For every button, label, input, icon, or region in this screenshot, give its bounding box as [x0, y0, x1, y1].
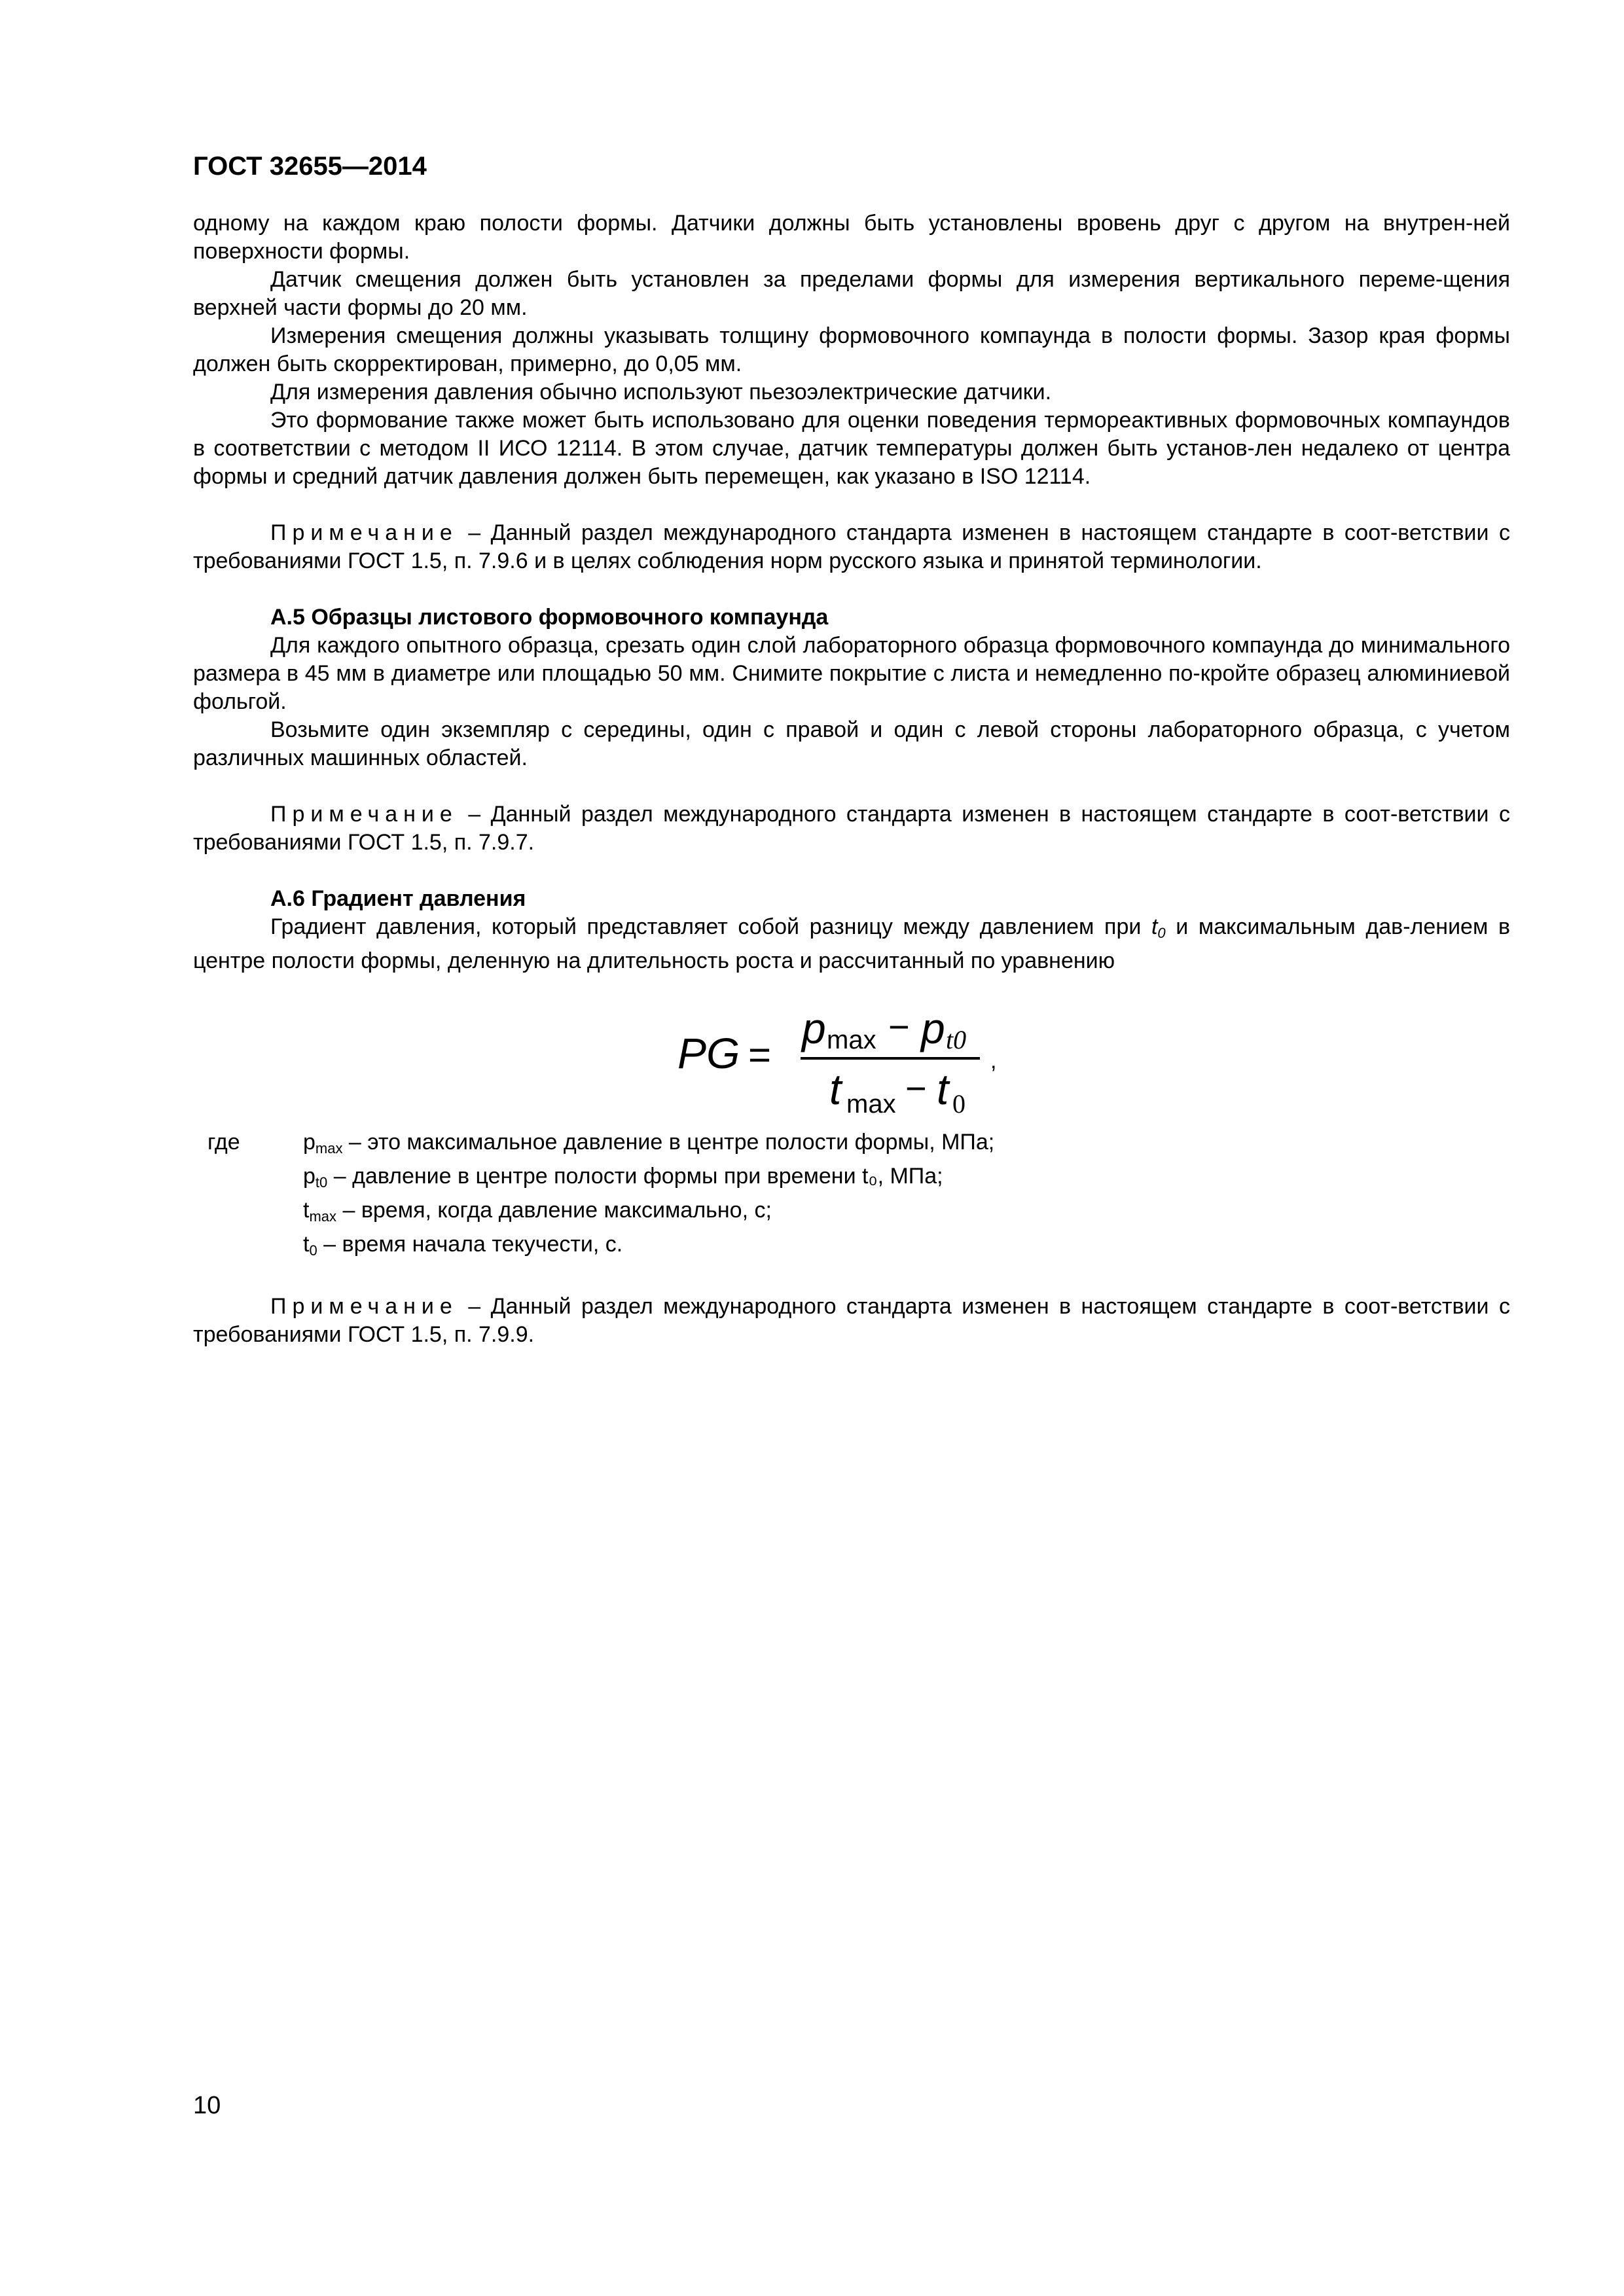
formula-den-t2-sub: 0: [952, 1089, 965, 1119]
formula-lhs: PG: [677, 1029, 740, 1077]
note-label: Примечание: [270, 520, 458, 545]
pressure-gradient-formula: [193, 984, 1510, 1122]
paragraph: Это формование также может быть использовано для оценки поведения термореактивных формовочных компаундов в соответствии с методом II ИСО 12114. В этом случае, датчик температуры должен быть установ-лен недалеко от центра формы и средний датчик давления должен быть перемещен, как указано в ISO 12114.: [193, 408, 1510, 489]
formula-svg: [677, 984, 1214, 1122]
note-text: – Данный раздел международного стандарта изменен в настоящем стандарте в соот-ветствии с требованиями ГОСТ 1.5, п. 7.9.9.: [193, 1294, 1510, 1347]
formula-num-p1-sub: max: [827, 1026, 876, 1054]
where-item: $p_{max}$ – это максимальное давление в центре полости формы, МПа;: [303, 1130, 995, 1157]
paragraph: Для каждого опытного образца, срезать один слой лабораторного образца формовочного компаунда до минимального размера в 45 мм в диаметре или площадью 50 мм. Снимите покрытие с листа и немедленно по-кройте образец алюминиевой фольгой.: [193, 633, 1510, 714]
formula-num-p1: p: [802, 1004, 826, 1052]
formula-den-t2: t: [937, 1065, 949, 1113]
formula-comma: ,: [990, 1049, 997, 1073]
document-page: [193, 151, 1510, 1349]
document-header: ГОСТ 32655—2014: [193, 152, 427, 181]
section-heading: А.6 Градиент давления: [270, 886, 526, 911]
formula-den-t1: t: [829, 1065, 842, 1113]
note-text: – Данный раздел международного стандарта изменен в настоящем стандарте в соот-ветствии с требованиями ГОСТ 1.5, п. 7.9.6 и в целях соблюдения норм русского языка и принятой терминологии.: [193, 520, 1510, 573]
section-heading: А.5 Образцы листового формовочного компаунда: [270, 605, 829, 630]
formula-den-minus: −: [905, 1067, 927, 1109]
where-item: $t_{max}$ – время, когда давление максимально, с;: [303, 1198, 772, 1225]
where-label: где: [208, 1130, 240, 1155]
formula-num-minus: −: [888, 1006, 910, 1047]
note: [193, 1293, 1510, 1349]
formula-equals: =: [748, 1033, 772, 1077]
where-block: [193, 1128, 1510, 1265]
paragraph: Измерения смещения должны указывать толщину формовочного компаунда в полости формы. Зазор края формы должен быть скорректирован, примерно, до 0,05 мм.: [193, 323, 1510, 376]
formula-num-p2: p: [921, 1004, 945, 1052]
formula-den-t1-sub: max: [846, 1090, 896, 1119]
where-item: $p_{t0}$ – давление в центре полости формы при времени t₀, МПа;: [303, 1164, 943, 1191]
note: [193, 800, 1510, 857]
note: [193, 519, 1510, 575]
paragraph: Датчик смещения должен быть установлен за пределами формы для измерения вертикального переме-щения верхней части формы до 20 мм.: [193, 267, 1510, 320]
paragraph: Для измерения давления обычно используют пьезоэлектрические датчики.: [270, 380, 1052, 404]
note-label: Примечание: [270, 1294, 458, 1319]
note-label: Примечание: [270, 802, 458, 827]
paragraph: одному на каждом краю полости формы. Датчики должны быть установлены вровень друг с другом на внутрен-ней поверхности формы.: [193, 211, 1510, 264]
page-number: 10: [193, 2092, 221, 2119]
formula-num-p2-sub: t0: [946, 1025, 967, 1054]
note-text: – Данный раздел международного стандарта изменен в настоящем стандарте в соот-ветствии с требованиями ГОСТ 1.5, п. 7.9.7.: [193, 802, 1510, 855]
where-item: $t_0$ – время начала текучести, с.: [303, 1232, 623, 1259]
paragraph: Градиент давления, который представляет собой разницу между давлением при $t_0$ и максимальным дав-лением в центре полости формы, деленную на длительность роста и рассчитанный по уравнению: [193, 914, 1511, 973]
paragraph: Возьмите один экземпляр с середины, один с правой и один с левой стороны лабораторного образца, с учетом различных машинных областей.: [193, 717, 1510, 770]
